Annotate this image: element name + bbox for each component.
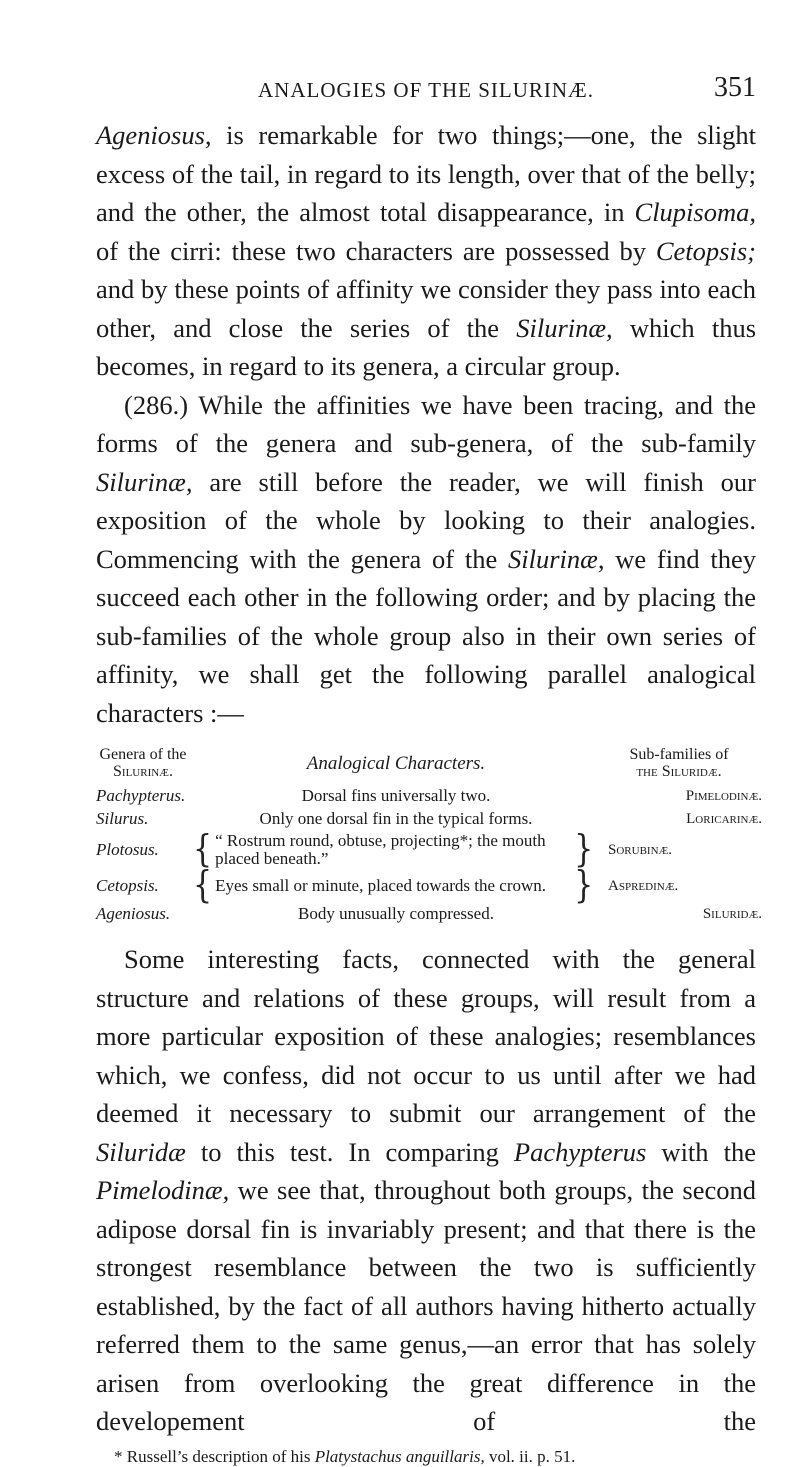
footnote (96, 1447, 756, 1467)
character-cell (190, 810, 602, 828)
col-header-subfamilies-line1: Sub-families of (629, 746, 729, 763)
character-text: “ Rostrum round, obtuse, projecting*; the mouth placed beneath.” (215, 831, 546, 868)
subfamily-cell: Loricarinæ. (686, 811, 762, 827)
para2-text-c: we find they succeed each other in the following order; and by placing the sub-families of the whole group also in their own series of affinity, we shall get the following parallel analogical characters :— (96, 543, 756, 728)
body-text-continued (96, 940, 756, 1441)
genus-cell: Plotosus. (96, 840, 159, 859)
character-text: Dorsal fins universally two. (301, 786, 491, 805)
page (96, 66, 762, 1467)
para1-text-b: of the cirri: these two characters are possessed by (96, 235, 656, 266)
table-row (96, 863, 756, 908)
col-header-genera-line2: Silurinæ. (113, 763, 173, 780)
left-brace-icon: { (193, 863, 213, 908)
footnote-text-b: vol. ii. p. 51. (484, 1446, 576, 1466)
character-cell (190, 863, 602, 908)
para3-text-d: we see that, throughout both groups, the second adipose dorsal fin is invariably present; and that there is the strongest resemblance between the two is sufficiently established, by the fact of all authors having hitherto actually referred them to the same genus,—an error that has solely arisen from overlooking the great difference in the developement of the (96, 1175, 756, 1436)
col-header-genera-line1: Genera of the (99, 746, 187, 763)
para1-text-c: and by these points of affinity we consider they pass into each other, and close the series of the (96, 274, 756, 343)
group-silurinae: Silurinæ, (96, 466, 193, 497)
genus-pachypterus: Pachypterus (513, 1136, 647, 1167)
para3-text-c: with the (646, 1136, 756, 1167)
page-number: 351 (714, 72, 756, 103)
col-header-genera (96, 746, 190, 780)
group-silurinae: Silurinæ, (508, 543, 605, 574)
body-text (96, 116, 756, 732)
character-text: Body unusually compressed. (298, 904, 494, 923)
character-cell (190, 787, 602, 805)
para3-text-b: to this test. In comparing (185, 1136, 514, 1167)
para3-text-a: Some interesting facts, connected with the general structure and relations of these groups, will result from a more particular exposition of these analogies; resemblances which, we confess, did not occur to us until after we had deemed it necessary to submit our arrangement of the (96, 944, 756, 1128)
group-siluridae: Siluridæ (96, 1136, 186, 1167)
table-header (96, 746, 756, 780)
genus-cell: Ageniosus. (96, 904, 171, 923)
character-text: Eyes small or minute, placed towards the crown. (215, 876, 547, 895)
col-header-characters: Analogical Characters. (306, 753, 486, 774)
left-brace-icon: { (193, 827, 213, 872)
group-silurinae: Silurinæ, (516, 312, 613, 343)
paragraph-2 (96, 386, 756, 733)
paragraph-1 (96, 116, 756, 386)
col-header-subfamilies-line2: the Siluridæ. (636, 763, 722, 780)
footnote-species: Platystachus anguillaris, (314, 1446, 485, 1466)
genus-cell: Pachypterus. (96, 786, 186, 805)
character-cell (190, 905, 602, 923)
right-brace-icon: } (574, 863, 594, 908)
footnote-text-a: * Russell’s description of his (114, 1446, 315, 1466)
running-head-title: ANALOGIES OF THE SILURINÆ. (258, 78, 594, 102)
character-cell (190, 827, 602, 872)
analogies-table (96, 746, 762, 924)
character-text: Only one dorsal fin in the typical forms. (259, 809, 533, 828)
para2-text-b: are still before the reader, we will finish our exposition of the whole by looking to their analogies. Commencing with the genera of the (96, 466, 756, 574)
genus-cetopsis: Cetopsis; (655, 235, 756, 266)
para1-text-d: which thus becomes, in regard to its genera, a circular group. (96, 312, 757, 381)
genus-clupisoma: Clupisoma, (634, 197, 756, 227)
subfamily-cell: Sorubinæ. (608, 842, 673, 858)
paragraph-3 (96, 940, 756, 1441)
group-pimelodinae: Pimelodinæ, (96, 1175, 230, 1205)
genus-cell: Cetopsis. (96, 876, 159, 895)
right-brace-icon: } (574, 827, 594, 872)
table-row (96, 809, 762, 829)
genus-cell: Silurus. (96, 809, 149, 828)
subfamily-cell: Aspredinæ. (608, 878, 679, 894)
running-head (96, 66, 756, 112)
table-row (96, 786, 762, 806)
genus-ageniosus: Ageniosus, (96, 120, 212, 150)
subfamily-cell: Pimelodinæ. (685, 788, 762, 804)
para2-text-a: (286.) While the affinities we have been tracing, and the forms of the genera and sub-genera, of the sub-family (96, 389, 756, 458)
para1-text-a: is remarkable for two things;—one, the slight excess of the tail, in regard to its length, over that of the belly; and the other, the almost total disappearance, in (96, 120, 756, 227)
subfamily-cell: Siluridæ. (702, 906, 762, 922)
col-header-subfamilies (602, 746, 756, 780)
